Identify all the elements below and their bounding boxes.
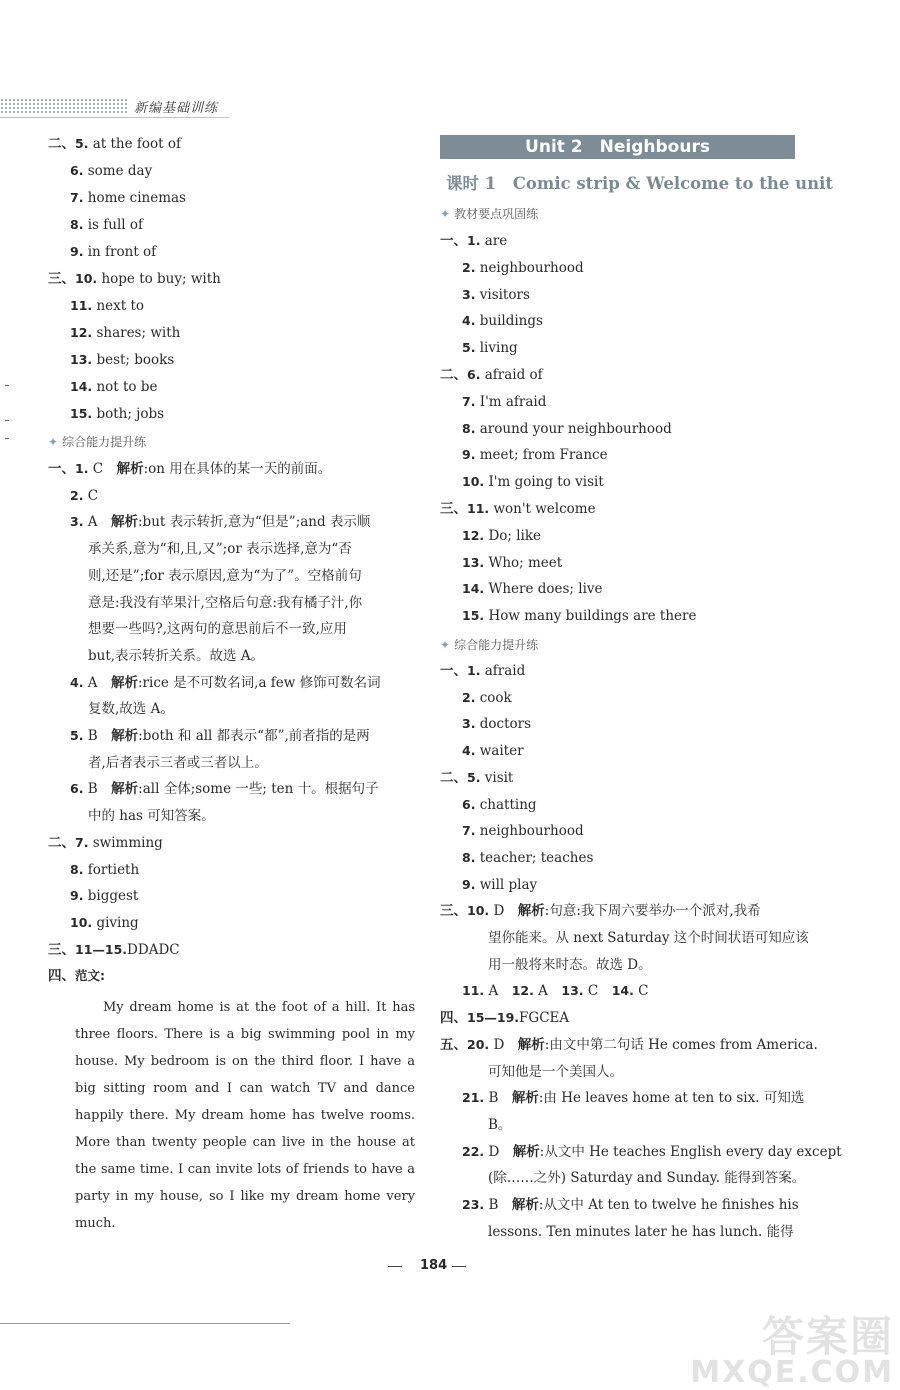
question-group-label: 三、	[48, 941, 75, 958]
answer-line	[70, 215, 143, 235]
answer-text: doctors	[475, 716, 532, 733]
section-heading-comprehensive: ✦ 综合能力提升练	[48, 435, 147, 449]
question-group-label: 三、	[48, 271, 75, 287]
question-group-label: 二、	[48, 834, 75, 851]
analysis-label: 解析	[512, 1143, 540, 1160]
answer-text: B。	[488, 1116, 512, 1133]
answer-text: won't welcome	[489, 501, 596, 517]
answer-line	[48, 134, 181, 154]
answer-line	[440, 1035, 818, 1055]
answer-line	[462, 875, 537, 895]
answer-text: B	[484, 1197, 512, 1213]
question-number: 10.	[467, 903, 490, 919]
answer-line	[440, 231, 507, 251]
answer-text: FGCEA	[519, 1010, 570, 1027]
answer-line	[48, 966, 105, 986]
answer-text: 用一般将来时态。故选 D。	[488, 956, 652, 973]
question-number: 21.	[462, 1090, 485, 1106]
analysis-label: 解析	[517, 903, 545, 920]
question-number: 8.	[70, 861, 84, 877]
question-number: 9.	[462, 447, 476, 463]
answer-text: afraid of	[480, 367, 543, 383]
answer-text: 复数,故选 A。	[88, 701, 174, 718]
answer-line	[462, 1142, 842, 1162]
analysis-text: :从文中 He teaches English every day except	[539, 1143, 842, 1160]
answer-line	[488, 928, 809, 948]
analysis-text: :由 He leaves home at ten to six. 可知选	[538, 1090, 805, 1107]
analysis-label: 解析	[111, 674, 138, 691]
diamond-icon: ✦	[440, 207, 451, 221]
answer-text: C	[633, 983, 649, 1000]
analysis-text: :all 全体;some 一些; ten 十。根据句子	[138, 781, 379, 798]
answer-text: swimming	[88, 834, 163, 851]
answer-line	[70, 296, 144, 316]
book-title: 新编基础训练	[134, 101, 219, 116]
answer-line	[462, 606, 696, 626]
answer-text: 承关系,意为“和,且,又”;or 表示选择,意为“否	[88, 541, 352, 558]
question-number: 22.	[462, 1143, 485, 1159]
answer-text: visitors	[475, 286, 530, 303]
answer-line	[48, 940, 180, 960]
question-number: 9.	[70, 888, 84, 904]
question-number: 10.	[462, 474, 485, 490]
analysis-text: :but 表示转折,意为“但是”;and 表示顺	[138, 514, 371, 531]
question-number: 14.	[611, 983, 634, 999]
question-number: 14.	[70, 379, 93, 394]
question-number: 15.	[70, 406, 93, 421]
answer-text: meet; from France	[475, 447, 608, 464]
answer-line	[70, 242, 156, 262]
question-number: 11—15.	[75, 941, 128, 957]
question-group-label: 一、	[440, 233, 467, 249]
answer-text: but,表示转折关系。故选 A。	[88, 647, 265, 664]
question-number: 3.	[70, 514, 84, 530]
page-dash	[452, 1266, 466, 1267]
answer-line	[70, 161, 152, 181]
question-number: 6.	[70, 781, 84, 797]
watermark-logo: 答案圈 MXQE.COM	[690, 1312, 894, 1390]
answer-line	[488, 1115, 511, 1135]
answer-text: are	[480, 233, 508, 249]
answer-line	[462, 338, 518, 358]
model-essay: My dream home is at the foot of a hill. It has three floors. There is a big swimming pool in my house. My bedroom is on the third floor. I have a big sitting room and I can watch TV and dance happily there. My dream home has twelve rooms. More than twenty people can live in the house at the same time. I can invite lots of friends to have a party in my house, so I like my dream home very much.	[75, 1000, 415, 1231]
answer-text: A	[484, 983, 512, 1000]
answer-text: A	[83, 514, 111, 531]
answer-line	[462, 714, 531, 734]
question-group-label: 三、	[440, 501, 467, 517]
question-number: 13.	[561, 983, 584, 999]
answer-line	[88, 646, 264, 666]
analysis-text: :on 用在具体的某一天的前面。	[143, 461, 332, 477]
answer-text: both; jobs	[92, 406, 165, 422]
section-heading-textbook: ✦ 教材要点巩固练	[440, 207, 539, 221]
answer-line	[462, 741, 524, 761]
answer-text: buildings	[475, 313, 543, 330]
question-number: 7.	[462, 393, 476, 409]
answer-line	[70, 323, 180, 343]
question-group-label: 五、	[440, 1036, 467, 1053]
footer-rule	[0, 1323, 290, 1324]
answer-line	[462, 258, 584, 278]
answer-text: waiter	[475, 743, 524, 760]
answer-line	[462, 392, 546, 412]
answer-line	[440, 1008, 569, 1028]
answer-line	[488, 1222, 794, 1242]
analysis-label: 解析	[111, 514, 138, 531]
answer-line	[440, 499, 596, 519]
question-number: 7.	[75, 834, 89, 850]
answer-line	[70, 913, 139, 933]
question-number: 20.	[467, 1036, 490, 1052]
answer-line	[488, 1062, 623, 1082]
answer-line	[462, 579, 603, 599]
answer-line	[462, 795, 537, 815]
answer-line	[462, 419, 672, 439]
analysis-text: :both 和 all 都表示“都”,前者指的是两	[138, 728, 370, 744]
question-number: 13.	[70, 352, 93, 367]
answer-line	[88, 593, 362, 613]
question-number: 15—19.	[467, 1010, 520, 1026]
answer-line	[440, 901, 761, 921]
answer-text: I'm going to visit	[484, 474, 604, 491]
answer-text: giving	[92, 914, 139, 931]
answer-text: some day	[83, 163, 153, 179]
answer-text: A	[83, 674, 111, 691]
answer-line	[88, 566, 362, 586]
answer-text: Who; meet	[484, 554, 563, 571]
answer-text: DDADC	[127, 941, 180, 958]
question-number: 2.	[70, 487, 84, 503]
answer-line	[88, 699, 174, 719]
question-number: 11.	[462, 983, 485, 999]
question-number: 12.	[462, 527, 485, 543]
answer-text: lessons. Ten minutes later he has lunch. 能得	[488, 1223, 794, 1240]
answer-line	[70, 673, 381, 693]
question-number: 6.	[467, 367, 481, 382]
page-number: 184	[420, 1258, 448, 1273]
question-number: 4.	[70, 674, 84, 690]
answer-text: C	[83, 487, 99, 504]
answer-line	[70, 726, 370, 746]
answer-line	[462, 1088, 804, 1108]
answer-text: C	[88, 461, 117, 477]
answer-line	[440, 661, 525, 681]
answer-line	[48, 459, 331, 479]
question-number: 15.	[462, 608, 485, 624]
analysis-label: 解析	[511, 1197, 539, 1213]
question-number: 2.	[462, 259, 476, 275]
answer-line	[70, 512, 370, 532]
answer-text: biggest	[83, 888, 139, 905]
answer-text: C	[583, 983, 612, 1000]
answer-text: visit	[480, 769, 514, 786]
answer-text: 可知他是一个美国人。	[488, 1063, 623, 1080]
answer-text: B	[83, 728, 112, 744]
question-number: 11.	[70, 298, 93, 313]
answer-line	[462, 311, 543, 331]
question-number: 8.	[462, 849, 476, 865]
question-number: 14.	[462, 581, 485, 597]
diamond-icon: ✦	[440, 638, 451, 652]
answer-text: next to	[92, 298, 145, 314]
question-number: 1.	[467, 663, 481, 678]
answer-text: around your neighbourhood	[475, 420, 672, 437]
answer-line	[440, 768, 513, 788]
answer-text: D	[489, 1036, 518, 1053]
analysis-label: 解析	[511, 1090, 539, 1107]
answer-line	[88, 539, 352, 559]
answer-line	[462, 981, 648, 1001]
analysis-label: 解析	[111, 728, 139, 744]
question-group-label: 四、	[48, 968, 75, 985]
margin-mark	[5, 438, 9, 439]
answer-line	[462, 821, 584, 841]
answer-text: B	[484, 1090, 512, 1107]
question-number: 4.	[462, 313, 476, 329]
question-group-label: 二、	[440, 769, 467, 786]
answer-text: 望你能来。从 next Saturday 这个时间状语可知应该	[488, 930, 809, 946]
answer-text: neighbourhood	[475, 823, 584, 840]
question-number: 7.	[462, 823, 476, 839]
answer-line	[462, 1195, 799, 1215]
answer-text: is full of	[83, 217, 144, 233]
answer-text: best; books	[92, 352, 175, 368]
answer-line	[488, 1168, 805, 1188]
margin-mark	[5, 385, 9, 386]
answer-text: I'm afraid	[475, 393, 547, 410]
question-number: 5.	[70, 728, 84, 743]
analysis-label: 解析	[116, 461, 144, 477]
answer-text: cook	[475, 689, 512, 706]
answer-text: afraid	[480, 663, 526, 679]
answer-line	[462, 553, 562, 573]
question-number: 8.	[462, 420, 476, 436]
answer-text: 则,还是”;for 表示原因,意为“为了”。空格前句	[88, 567, 362, 584]
question-group-label: 一、	[440, 663, 467, 679]
answer-line	[88, 753, 268, 773]
analysis-text: :由文中第二句话 He comes from America.	[544, 1036, 818, 1053]
answer-text: neighbourhood	[475, 259, 584, 276]
answer-text: D	[484, 1143, 513, 1160]
answer-line	[440, 365, 543, 385]
question-number: 5.	[75, 136, 89, 151]
question-group-label: 一、	[48, 461, 75, 477]
answer-line	[70, 860, 139, 880]
question-number: 23.	[462, 1197, 485, 1212]
question-number: 5.	[467, 769, 481, 785]
question-number: 3.	[462, 716, 476, 732]
answer-line	[70, 188, 186, 208]
question-number: 7.	[70, 190, 84, 205]
answer-line	[462, 445, 608, 465]
answer-text: teacher; teaches	[475, 849, 594, 866]
analysis-text: :句意:我下周六要举办一个派对,我希	[544, 903, 761, 920]
answer-text: hope to buy; with	[97, 271, 221, 287]
question-number: 10.	[75, 271, 98, 286]
answer-text: will play	[475, 876, 538, 893]
answer-text: (除……之外) Saturday and Sunday. 能得到答案。	[488, 1170, 806, 1187]
page-dash	[388, 1266, 402, 1267]
question-number: 12.	[70, 325, 93, 340]
answer-line	[70, 886, 138, 906]
lesson-title: 课时 1 Comic strip & Welcome to the unit	[446, 174, 833, 193]
answer-line	[48, 833, 163, 853]
answer-text: B	[83, 781, 112, 798]
answer-text: not to be	[92, 379, 158, 395]
question-number: 5.	[462, 340, 476, 356]
question-number: 9.	[462, 876, 476, 892]
question-number: 2.	[462, 689, 476, 705]
question-number: 8.	[70, 217, 84, 232]
answer-line	[70, 486, 98, 506]
answer-text: Where does; live	[484, 581, 603, 598]
answer-text: 想要一些吗?,这两句的意思前后不一致,应用	[88, 621, 347, 638]
answer-text: home cinemas	[83, 190, 186, 206]
answer-line	[70, 377, 157, 397]
answer-text: Do; like	[484, 527, 542, 544]
answer-text: How many buildings are there	[484, 608, 697, 625]
answer-text: 中的 has 可知答案。	[88, 808, 215, 825]
answer-text: A	[533, 983, 562, 1000]
analysis-text: :从文中 At ten to twelve he finishes his	[538, 1197, 799, 1213]
header-rule	[0, 117, 230, 118]
question-number: 范文:	[75, 968, 105, 984]
answer-text: fortieth	[83, 861, 140, 878]
question-number: 6.	[70, 163, 84, 178]
answer-text: living	[475, 340, 518, 357]
header-decoration	[0, 98, 128, 114]
analysis-label: 解析	[517, 1036, 545, 1053]
question-number: 11.	[467, 501, 490, 516]
answer-line	[70, 350, 174, 370]
question-number: 10.	[70, 914, 93, 930]
question-number: 6.	[462, 796, 476, 812]
answer-text: chatting	[475, 796, 537, 813]
answer-line	[88, 806, 215, 826]
answer-text: 者,后者表示三者或三者以上。	[88, 754, 268, 771]
answer-text: D	[489, 903, 518, 920]
answer-text: shares; with	[92, 325, 181, 341]
answer-text: in front of	[83, 244, 157, 260]
analysis-text: :rice 是不可数名词,a few 修饰可数名词	[138, 674, 381, 691]
diamond-icon: ✦	[48, 435, 59, 449]
unit-banner: Unit 2 Neighbours	[440, 135, 795, 159]
answer-line	[462, 285, 530, 305]
answer-line	[462, 848, 593, 868]
answer-line	[462, 472, 604, 492]
answer-line	[88, 619, 347, 639]
question-group-label: 二、	[440, 367, 467, 383]
question-number: 12.	[511, 983, 534, 999]
question-number: 3.	[462, 286, 476, 302]
answer-text: 意是:我没有苹果汁,空格后句意:我有橘子汁,你	[88, 594, 363, 611]
question-group-label: 二、	[48, 136, 75, 152]
answer-text: at the foot of	[88, 136, 182, 152]
answer-line	[488, 955, 652, 975]
question-number: 1.	[75, 461, 89, 476]
answer-line	[70, 404, 164, 424]
question-number: 4.	[462, 743, 476, 759]
answer-line	[462, 688, 512, 708]
question-group-label: 四、	[440, 1010, 467, 1027]
section-heading-comprehensive-right: ✦ 综合能力提升练	[440, 638, 539, 652]
question-number: 9.	[70, 244, 84, 259]
question-group-label: 三、	[440, 903, 467, 920]
answer-line	[70, 779, 379, 799]
answer-line	[462, 526, 541, 546]
answer-line	[48, 269, 221, 289]
margin-mark	[5, 420, 9, 421]
question-number: 1.	[467, 233, 481, 248]
analysis-label: 解析	[111, 781, 139, 798]
question-number: 13.	[462, 554, 485, 570]
